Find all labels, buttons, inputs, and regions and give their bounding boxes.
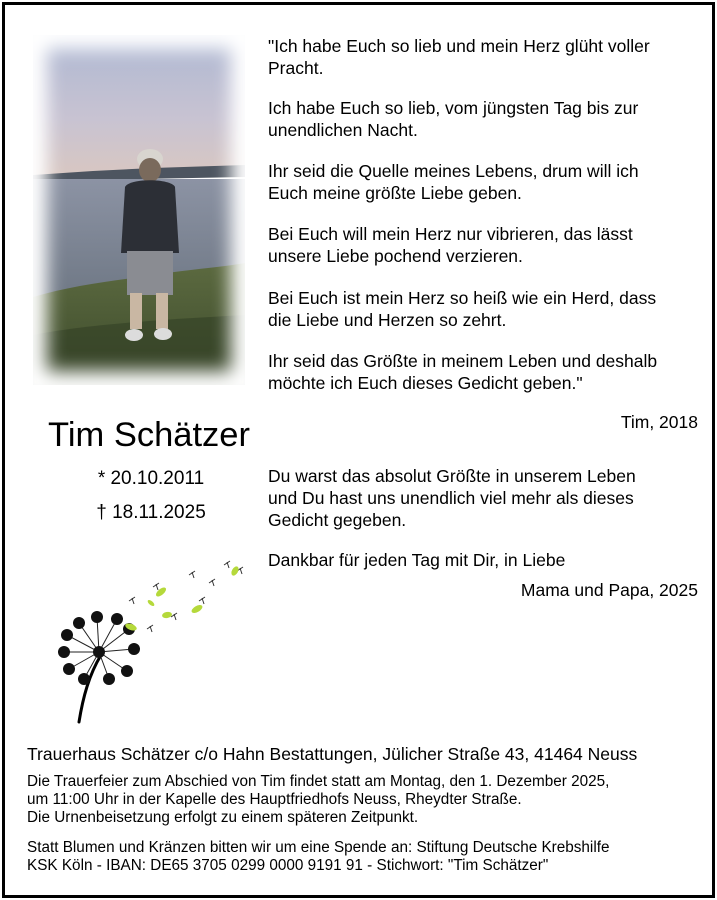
poem-author: Tim, 2018 xyxy=(620,412,698,432)
poem-line: Pracht. xyxy=(268,58,324,78)
poem-stanza xyxy=(268,223,698,267)
donation-info-paragraph xyxy=(27,839,699,875)
tribute-paragraph xyxy=(268,465,698,531)
photo-vignette xyxy=(33,35,245,385)
death-date: † 18.11.2025 xyxy=(96,502,206,523)
funeral-info-paragraph xyxy=(27,773,699,827)
birth-date: * 20.10.2011 xyxy=(97,468,205,489)
poem-line: Euch meine größte Liebe geben. xyxy=(268,183,522,203)
poem-line: Ihr seid die Quelle meines Lebens, drum will ich xyxy=(268,161,639,181)
poem-stanza xyxy=(268,160,698,204)
poem-line: Bei Euch ist mein Herz so heiß wie ein Herd, dass xyxy=(268,288,657,308)
funeral-home-address: Trauerhaus Schätzer c/o Hahn Bestattungen, Jülicher Straße 43, 41464 Neuss xyxy=(27,744,638,764)
poem-stanza xyxy=(268,287,698,331)
poem-line: die Liebe und Herzen so zehrt. xyxy=(268,310,507,330)
tribute-line: Gedicht gegeben. xyxy=(268,510,407,530)
poem-stanza xyxy=(268,350,698,394)
poem-line: möchte ich Euch dieses Gedicht geben." xyxy=(268,373,583,393)
parents-signature: Mama und Papa, 2025 xyxy=(520,580,698,600)
memorial-photo xyxy=(33,35,245,385)
obituary-notice xyxy=(2,2,715,898)
poem-line: Ihr seid das Größte in meinem Leben und deshalb xyxy=(268,351,658,371)
poem-stanza xyxy=(268,97,698,141)
poem-line: unendlichen Nacht. xyxy=(268,120,418,140)
tribute-line: Du warst das absolut Größte in unserem Leben xyxy=(268,466,636,486)
funeral-info-line: Die Trauerfeier zum Abschied von Tim findet statt am Montag, den 1. Dezember 2025, xyxy=(27,773,610,790)
poem-stanza xyxy=(268,35,698,79)
poem-line: unsere Liebe pochend verzieren. xyxy=(268,246,523,266)
donation-info-line: KSK Köln - IBAN: DE65 3705 0299 0000 9191 91 - Stichwort: "Tim Schätzer" xyxy=(27,857,549,874)
tribute-line: und Du hast uns unendlich viel mehr als dieses xyxy=(268,488,634,508)
donation-info-line: Statt Blumen und Kränzen bitten wir um eine Spende an: Stiftung Deutsche Krebshilfe xyxy=(27,839,610,856)
poem-line: Bei Euch will mein Herz nur vibrieren, das lässt xyxy=(268,224,633,244)
funeral-info-line: Die Urnenbeisetzung erfolgt zu einem späteren Zeitpunkt. xyxy=(27,809,419,826)
poem-line: "Ich habe Euch so lieb und mein Herz glüht voller xyxy=(268,36,650,56)
funeral-info-line: um 11:00 Uhr in der Kapelle des Hauptfriedhofs Neuss, Rheydter Straße. xyxy=(27,791,522,808)
dandelion-illustration xyxy=(39,557,259,732)
thanks-line: Dankbar für jeden Tag mit Dir, in Liebe xyxy=(268,550,566,570)
deceased-name: Tim Schätzer xyxy=(48,416,250,454)
poem-line: Ich habe Euch so lieb, vom jüngsten Tag bis zur xyxy=(268,98,639,118)
